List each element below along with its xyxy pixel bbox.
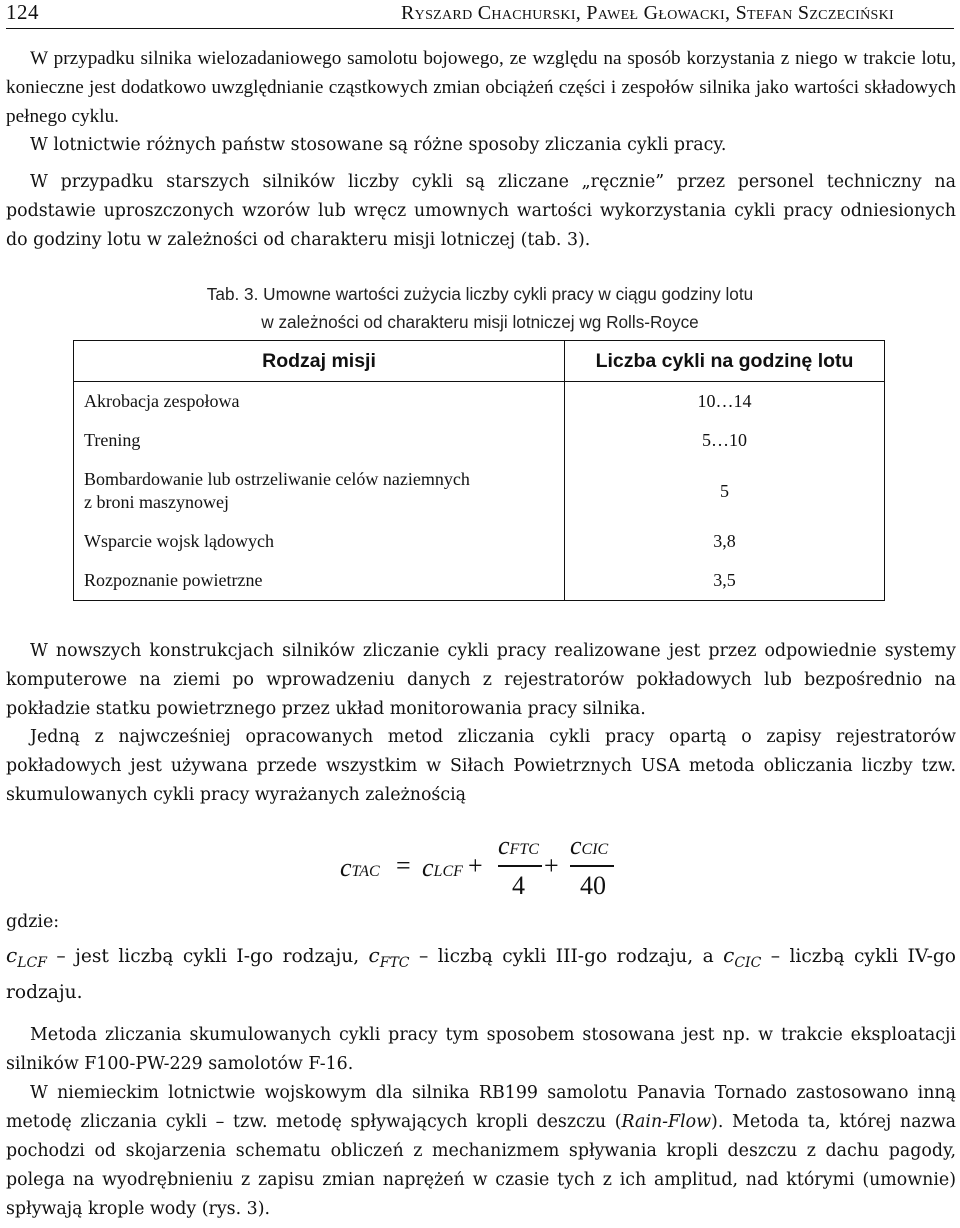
table-cell-mission: Akrobacja zespołowa: [74, 382, 565, 422]
formula-plus-2: +: [544, 851, 559, 880]
paragraph-1-text: W przypadku silnika wielozadaniowego samolotu bojowego, ze względu na sposób korzystania z niego w trakcie lotu, konieczne jest dodatkowo uwzględnianie cząstkowych zmian obciążeń części i zespołów silnika jako wartości składowych pełnego cyklu.: [6, 48, 956, 127]
table-row: [74, 522, 885, 561]
table-cell-mission: [74, 460, 565, 522]
table-caption: [120, 280, 840, 336]
symbol-c-cic: $c_{CIC}$: [723, 943, 762, 971]
table-cell-mission: Wsparcie wojsk lądowych: [74, 522, 565, 561]
rain-flow-term: Rain-Flow: [621, 1112, 712, 1132]
fraction-bar-1: [498, 865, 542, 867]
table-cell-mission-line-2: z broni maszynowej: [84, 492, 229, 512]
table-header-mission: Rodzaj misji: [74, 341, 565, 382]
formula-c-lcf: cLCF: [422, 853, 463, 882]
definitions: [6, 940, 956, 1008]
paragraph-2: W przypadku starszych silników liczby cykli są zliczane „ręcznie” przez personel techniczny na podstawie uproszczonych wzorów lub wręcz umownych wartości wykorzystania cykli pracy odniesionych do godziny lotu w zależności od charakteru misji lotniczej (tab. 3).: [6, 172, 956, 250]
table-row: [74, 421, 885, 460]
table-cell-mission: Trening: [74, 421, 565, 460]
definition-lcf: – jest liczbą cykli I-go rodzaju,: [46, 946, 369, 967]
mission-cycles-table: [73, 340, 885, 601]
formula-c-cic: cCIC: [570, 831, 609, 860]
table-cell-cycles: 10…14: [565, 382, 885, 422]
gdzie-label: gdzie:: [6, 912, 60, 932]
symbol-c-ftc: $c_{FTC}$: [368, 943, 410, 971]
table-cell-mission: Rozpoznanie powietrzne: [74, 561, 565, 601]
table-row: [74, 561, 885, 601]
formula-denominator-40: 40: [580, 871, 606, 900]
formula-c-tac: cTAC: [340, 853, 380, 882]
table-cell-cycles: 3,5: [565, 561, 885, 601]
table-cell-cycles: 5…10: [565, 421, 885, 460]
table-cell-mission-line-1: Bombardowanie lub ostrzeliwanie celów naziemnych: [84, 469, 470, 489]
symbol-c-lcf: $c_{LCF}$: [6, 943, 47, 971]
formula-c-ftc: cFTC: [498, 831, 539, 860]
fraction-bar-2: [570, 865, 614, 867]
formula-equals: =: [396, 851, 411, 880]
table-caption-line-1: Tab. 3. Umowne wartości zużycia liczby cykli pracy w ciągu godziny lotu: [206, 284, 754, 304]
paragraph-1: [6, 44, 956, 160]
paragraph-5: Metoda zliczania skumulowanych cykli pracy tym sposobem stosowana jest np. w trakcie eksploatacji silników F100-PW-229 samolotów F-16.: [6, 1025, 956, 1074]
tac-formula: [340, 831, 640, 905]
page-number: 124: [6, 0, 39, 24]
table-header-cycles: Liczba cykli na godzinę lotu: [565, 341, 885, 382]
paragraph-6-part-a: W niemieckim lotnictwie wojskowym dla silnika RB199 samolotu Panavia Tornado zastosowano inną metodę zliczania cykli – tzw. metodę spływających kropli deszczu (: [6, 1083, 956, 1132]
formula-denominator-4: 4: [512, 871, 525, 900]
table-cell-cycles: 5: [565, 460, 885, 522]
paragraph-4: Jedną z najwcześniej opracowanych metod zliczania cykli pracy opartą o zapisy rejestratorów pokładowych jest używana przede wszystkim w Siłach Powietrznych USA metoda obliczania liczby tzw. skumulowanych cykli pracy wyrażanych zależnością: [6, 727, 956, 805]
paragraph-6: [6, 1079, 956, 1224]
table-caption-line-2: w zależności od charakteru misji lotniczej wg Rolls-Royce: [261, 312, 699, 332]
page-header: [6, 0, 954, 29]
definition-ftc: – liczbą cykli III-go rodzaju, a: [409, 946, 724, 967]
paragraph-3: W nowszych konstrukcjach silników zliczanie cykli pracy realizowane jest przez odpowiednie systemy komputerowe na ziemi po wprowadzeniu danych z rejestratorów pokładowych lub bezpośrednio na pokładzie statku powietrznego przez układ monitorowania pracy silnika.: [6, 641, 956, 719]
paragraph-1b-text: W lotnictwie różnych państw stosowane są różne sposoby zliczania cykli pracy.: [30, 135, 727, 155]
formula-plus-1: +: [468, 851, 483, 880]
definition-cic: – liczbą cykli IV-go rodzaju.: [6, 946, 956, 1003]
table-row: [74, 382, 885, 422]
table-row: [74, 460, 885, 522]
table-cell-cycles: 3,8: [565, 522, 885, 561]
running-title: Ryszard Chachurski, Paweł Głowacki, Stefan Szczeciński: [401, 2, 894, 24]
paragraph-6-part-b: ). Metoda ta, której nazwa pochodzi od skojarzenia schematu obliczeń z mechanizmem spływania kropli deszczu z dachu pagody, polega na wyodrębnieniu z zapisu zmian naprężeń w czasie tych z ich amplitud, nad którymi (umownie) spływają krople wody (rys. 3).: [6, 1112, 956, 1219]
